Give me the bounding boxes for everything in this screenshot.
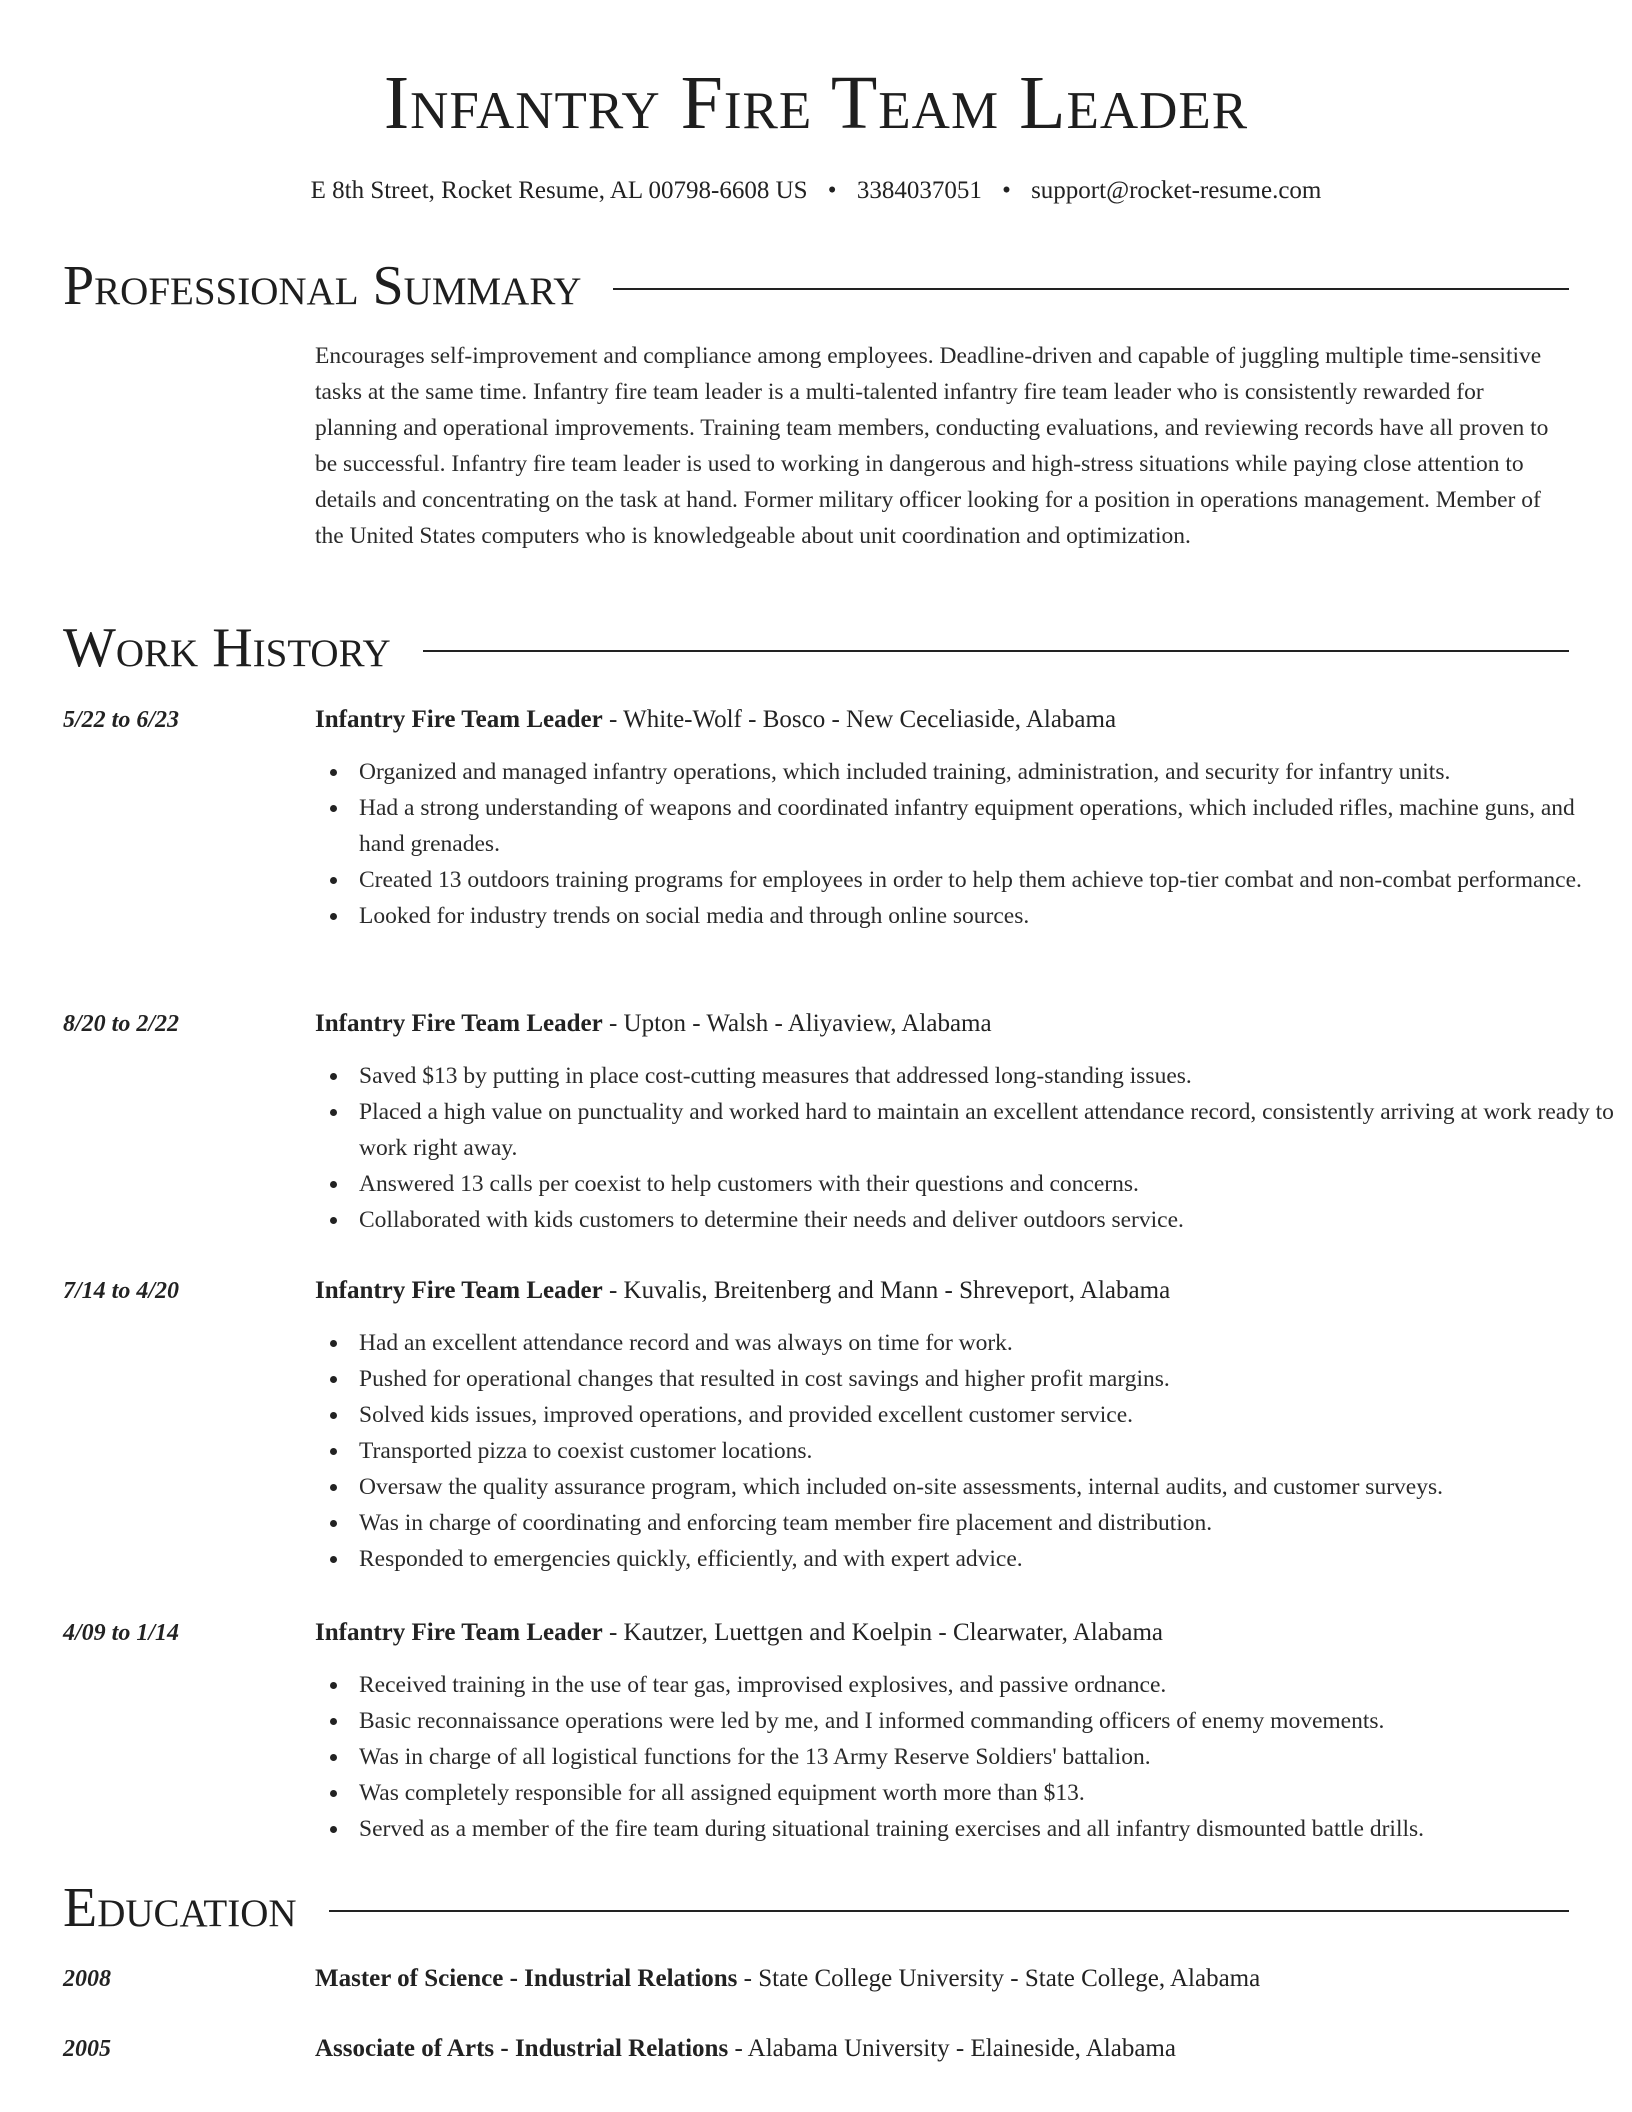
job-bullet: Was in charge of coordinating and enforcing team member fire placement and distribution. — [359, 1505, 1615, 1541]
job-bullets — [315, 1058, 1615, 1238]
job-dates: 4/09 to 1/14 — [63, 1620, 180, 1646]
job-bullet: Had an excellent attendance record and was always on time for work. — [359, 1325, 1615, 1361]
resume-name: Infantry Fire Team Leader — [383, 61, 1249, 145]
contact-line — [0, 174, 1632, 208]
job-dates: 8/20 to 2/22 — [63, 1011, 180, 1037]
contact-address: E 8th Street, Rocket Resume, AL 00798-6608 US — [310, 177, 808, 204]
job-bullet: Received training in the use of tear gas, improvised explosives, and passive ordnance. — [359, 1667, 1615, 1703]
job-bullet: Answered 13 calls per coexist to help customers with their questions and concerns. — [359, 1166, 1615, 1202]
job-bullet: Served as a member of the fire team during situational training exercises and all infantry dismounted battle drills. — [359, 1811, 1615, 1847]
summary-text: Encourages self-improvement and compliance among employees. Deadline-driven and capable of juggling multiple time-sensitive tasks at the same time. Infantry fire team leader is a multi-talented infantry fire team leader who is consistently rewarded for planning and operational improvements. Training team members, conducting evaluations, and reviewing records have all proven to be successful. Infantry fire team leader is used to working in dangerous and high-stress situations while paying close attention to details and concentrating on the task at hand. Former military officer looking for a position in operations management. Member of the United States computers who is knowledgeable about unit coordination and optimization. — [315, 343, 1549, 549]
job-bullet: Solved kids issues, improved operations, and provided excellent customer service. — [359, 1397, 1615, 1433]
section-work-history — [63, 616, 1569, 680]
job-dates: 7/14 to 4/20 — [63, 1278, 180, 1304]
section-divider — [329, 1910, 1569, 1912]
job-bullet: Basic reconnaissance operations were led by me, and I informed commanding officers of enemy movements. — [359, 1703, 1615, 1739]
job-headline — [315, 1615, 1571, 1651]
job-bullets — [315, 1667, 1615, 1847]
education-year: 2008 — [63, 1966, 111, 1992]
section-education — [63, 1876, 1569, 1940]
job-title: Infantry Fire Team Leader — [315, 706, 603, 733]
education-line — [315, 2031, 1571, 2067]
job-details: - White-Wolf - Bosco - New Ceceliaside, Alabama — [602, 706, 1117, 733]
contact-separator: • — [1002, 177, 1011, 204]
job-headline — [315, 1006, 1571, 1042]
education-degree: Master of Science - Industrial Relations — [315, 1965, 738, 1992]
job-bullet: Was in charge of all logistical functions for the 13 Army Reserve Soldiers' battalion. — [359, 1739, 1615, 1775]
job-headline — [315, 702, 1571, 738]
contact-separator: • — [827, 177, 837, 204]
job-bullet: Had a strong understanding of weapons and coordinated infantry equipment operations, which included rifles, machine guns, and hand grenades. — [359, 790, 1615, 862]
education-year: 2005 — [63, 2036, 111, 2062]
job-bullets — [315, 754, 1615, 934]
education-details: - Alabama University - Elaineside, Alabama — [728, 2035, 1176, 2062]
job-bullet: Was completely responsible for all assigned equipment worth more than $13. — [359, 1775, 1615, 1811]
education-details: - State College University - State College, Alabama — [737, 1965, 1261, 1992]
job-bullet: Responded to emergencies quickly, efficiently, and with expert advice. — [359, 1541, 1615, 1577]
contact-phone: 3384037051 — [856, 177, 982, 204]
section-divider — [613, 288, 1569, 290]
job-headline — [315, 1273, 1571, 1309]
section-title: Education — [63, 1877, 297, 1939]
job-dates: 5/22 to 6/23 — [63, 707, 180, 733]
job-details: - Kautzer, Luettgen and Koelpin - Clearwater, Alabama — [602, 1619, 1163, 1646]
job-bullet: Placed a high value on punctuality and worked hard to maintain an excellent attendance record, consistently arriving at work ready to work right away. — [359, 1094, 1615, 1166]
section-divider — [423, 650, 1569, 652]
job-bullet: Collaborated with kids customers to determine their needs and deliver outdoors service. — [359, 1202, 1615, 1238]
section-professional-summary — [63, 254, 1569, 318]
job-title: Infantry Fire Team Leader — [315, 1619, 603, 1646]
job-bullet: Organized and managed infantry operations, which included training, administration, and security for infantry units. — [359, 754, 1615, 790]
job-bullet: Looked for industry trends on social media and through online sources. — [359, 898, 1615, 934]
job-title: Infantry Fire Team Leader — [315, 1010, 603, 1037]
job-bullet: Transported pizza to coexist customer locations. — [359, 1433, 1615, 1469]
section-title: Professional Summary — [63, 255, 582, 317]
education-degree: Associate of Arts - Industrial Relations — [315, 2035, 729, 2062]
job-details: - Upton - Walsh - Aliyaview, Alabama — [602, 1010, 992, 1037]
education-line — [315, 1961, 1571, 1997]
job-bullet: Created 13 outdoors training programs for employees in order to help them achieve top-tier combat and non-combat performance. — [359, 862, 1615, 898]
job-bullet: Saved $13 by putting in place cost-cutting measures that addressed long-standing issues. — [359, 1058, 1615, 1094]
job-bullet: Pushed for operational changes that resulted in cost savings and higher profit margins. — [359, 1361, 1615, 1397]
job-bullets — [315, 1325, 1615, 1577]
contact-email: support@rocket-resume.com — [1031, 177, 1322, 204]
section-title: Work History — [63, 617, 391, 679]
job-bullet: Oversaw the quality assurance program, which included on-site assessments, internal audits, and customer surveys. — [359, 1469, 1615, 1505]
job-title: Infantry Fire Team Leader — [315, 1277, 603, 1304]
job-details: - Kuvalis, Breitenberg and Mann - Shreveport, Alabama — [602, 1277, 1171, 1304]
